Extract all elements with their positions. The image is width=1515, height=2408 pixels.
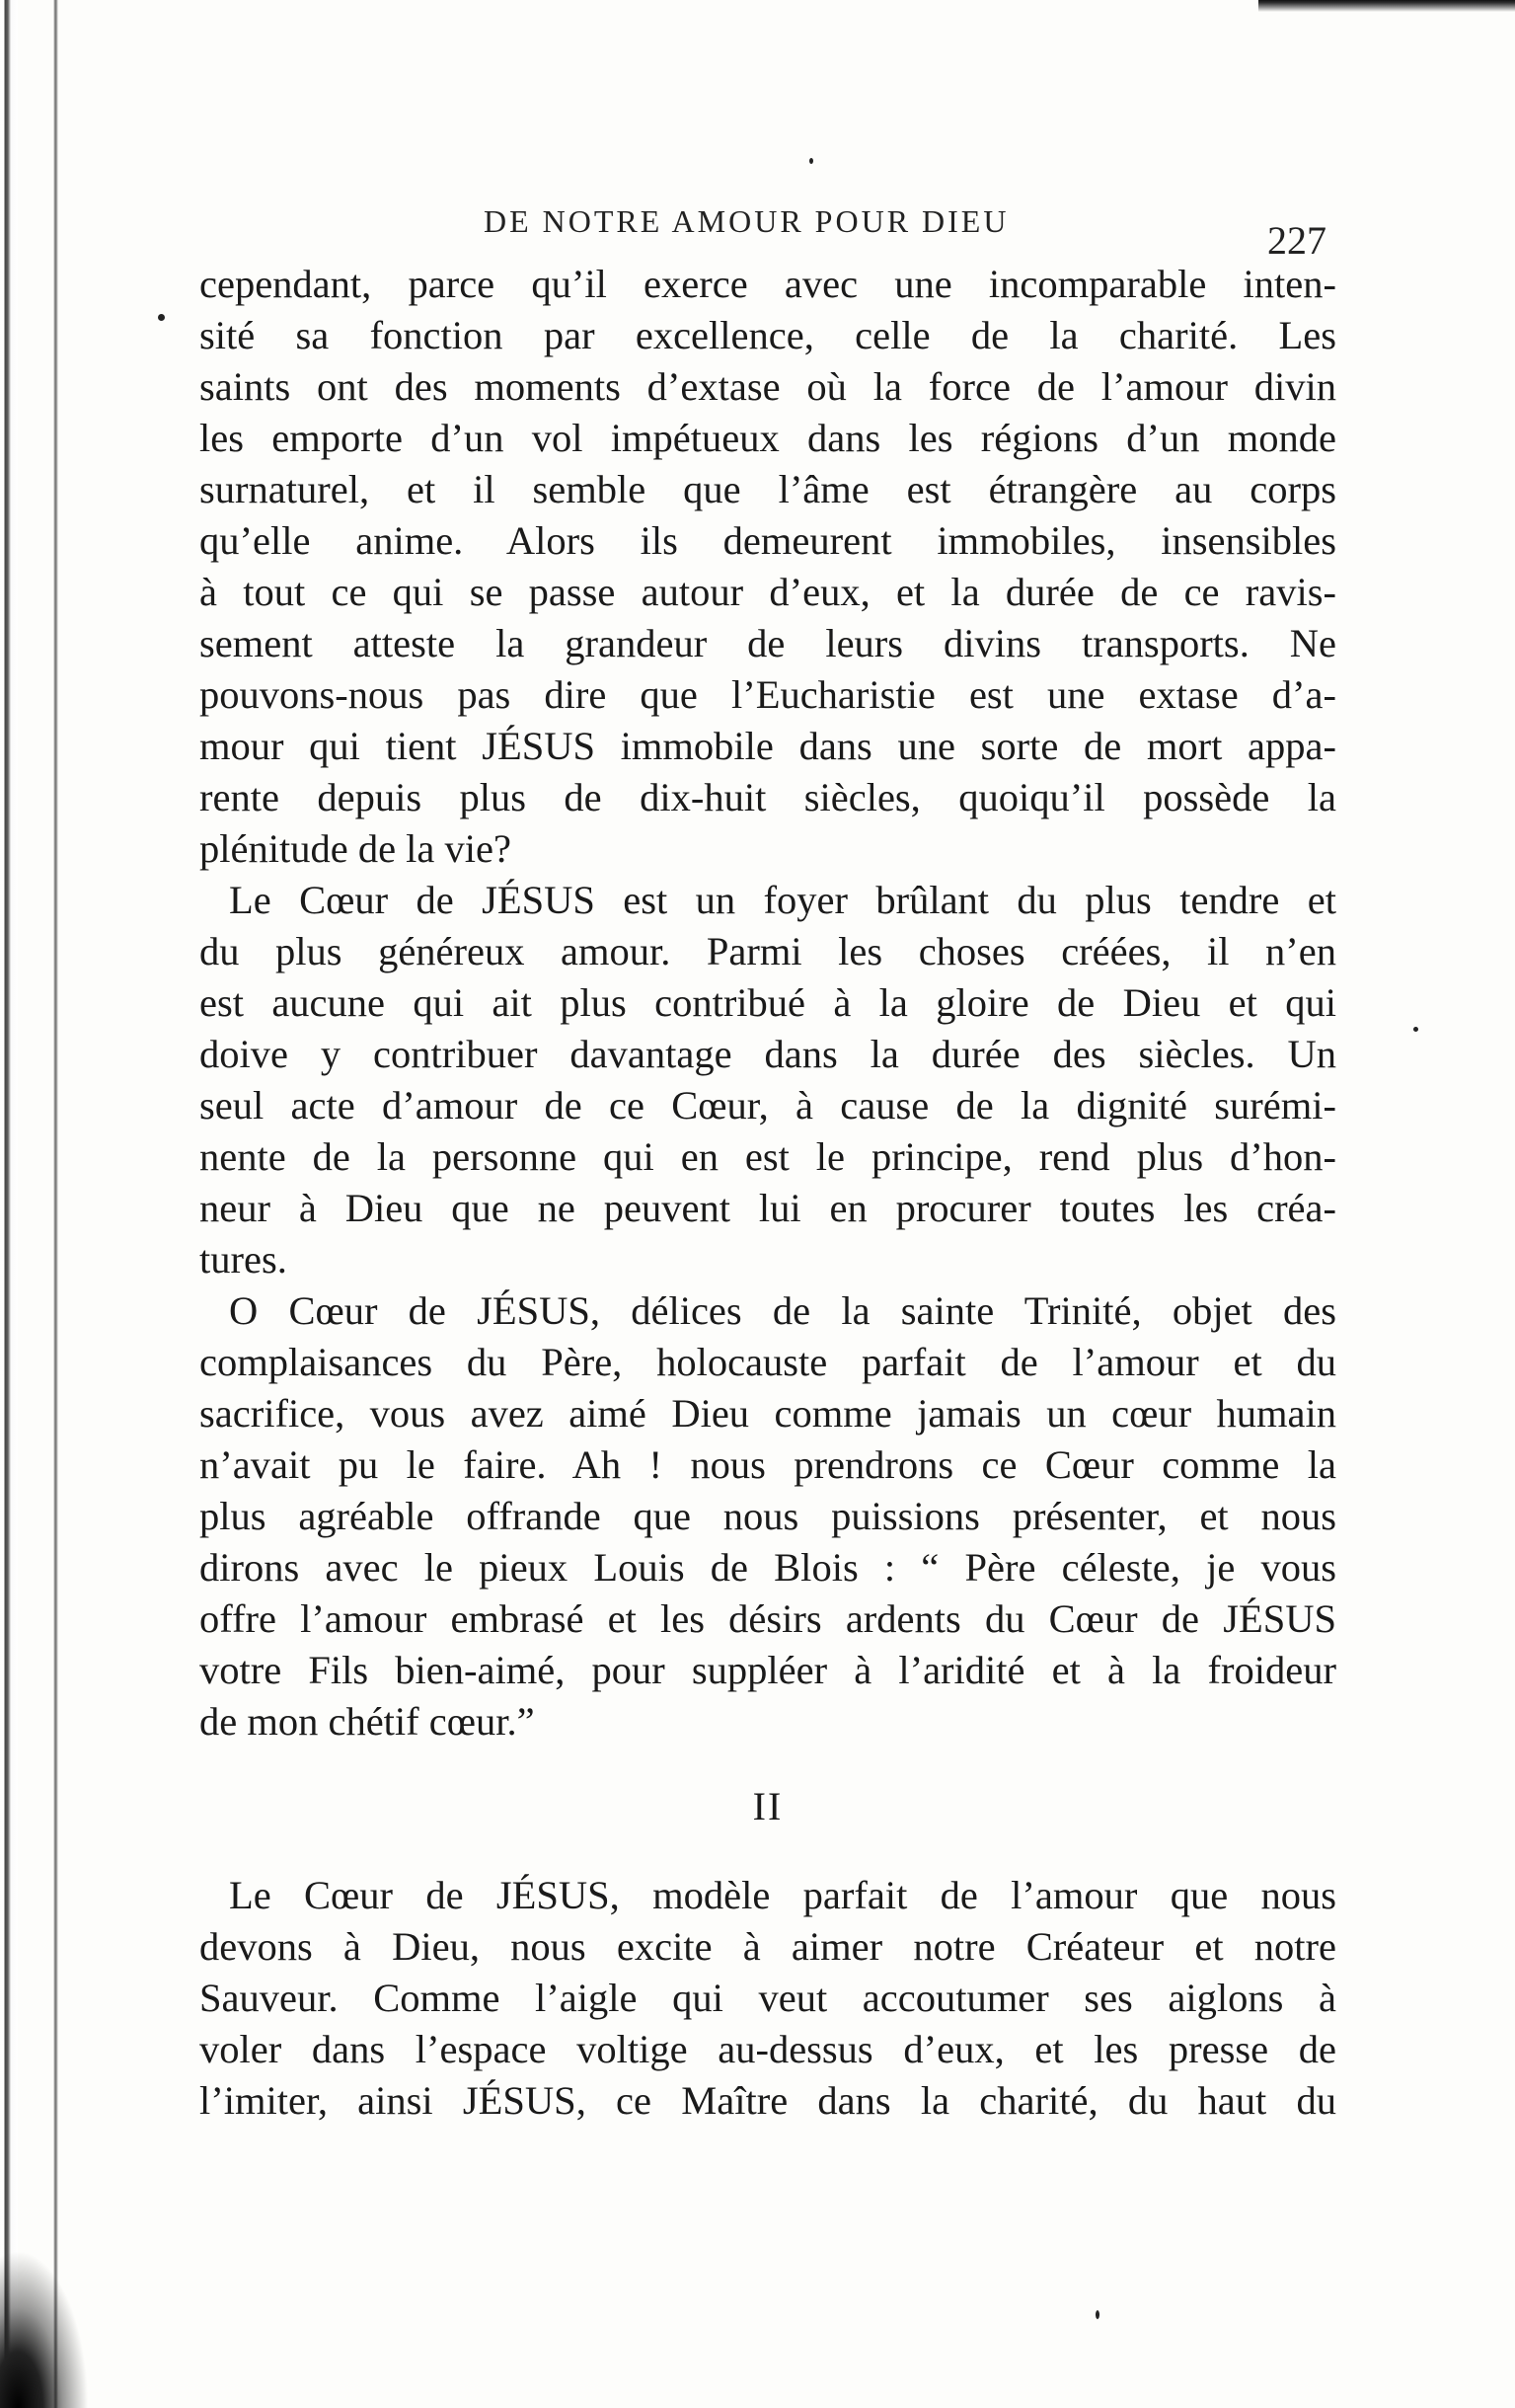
scan-speck [1096, 2310, 1099, 2319]
text-line: dirons avec le pieux Louis de Blois : “ Père céleste, je vous [199, 1545, 1336, 1590]
paragraph [199, 1870, 1336, 2127]
text-line: du plus généreux amour. Parmi les choses créées, il n’en [199, 929, 1336, 973]
text-line: nente de la personne qui en est le principe, rend plus d’hon- [199, 1134, 1336, 1179]
text-line: voler dans l’espace voltige au-dessus d’eux, et les presse de [199, 2027, 1336, 2071]
text-line: l’imiter, ainsi JÉSUS, ce Maître dans la charité, du haut du [199, 2078, 1336, 2123]
text-line: seul acte d’amour de ce Cœur, à cause de la dignité surémi- [199, 1083, 1336, 1127]
text-line: offre l’amour embrasé et les désirs ardents du Cœur de JÉSUS [199, 1596, 1336, 1641]
paragraph [199, 1285, 1336, 1748]
binding-fold-line [53, 0, 59, 2408]
text-line: plus agréable offrande que nous puissions présenter, et nous [199, 1494, 1336, 1538]
text-line: neur à Dieu que ne peuvent lui en procurer toutes les créa- [199, 1186, 1336, 1230]
text-line: surnaturel, et il semble que l’âme est étrangère au corps [199, 467, 1336, 511]
binding-shadow [0, 2250, 89, 2408]
text-line: pouvons-nous pas dire que l’Eucharistie est une extase d’a- [199, 672, 1336, 717]
text-line: Le Cœur de JÉSUS est un foyer brûlant du plus tendre et [229, 878, 1336, 922]
text-line: Le Cœur de JÉSUS, modèle parfait de l’amour que nous [229, 1873, 1336, 1917]
scan-speck [809, 158, 813, 164]
text-line: saints ont des moments d’extase où la force de l’amour divin [199, 364, 1336, 409]
text-line: est aucune qui ait plus contribué à la gloire de Dieu et qui [199, 980, 1336, 1025]
section-heading: II [752, 1784, 784, 1828]
text-line: votre Fils bien-aimé, pour suppléer à l’aridité et à la froideur [199, 1648, 1336, 1692]
scan-speck [158, 314, 165, 321]
text-line: devons à Dieu, nous excite à aimer notre Créateur et notre [199, 1924, 1336, 1969]
text-line: sité sa fonction par excellence, celle de la charité. Les [199, 313, 1336, 357]
text-line: Sauveur. Comme l’aigle qui veut accoutumer ses aiglons à [199, 1976, 1336, 2020]
text-line: les emporte d’un vol impétueux dans les régions d’un monde [199, 416, 1336, 460]
binding-edge [0, 0, 18, 2408]
body-text [199, 259, 1336, 2127]
page-number: 227 [1267, 218, 1326, 263]
text-line: rente depuis plus de dix-huit siècles, quoiqu’il possède la [199, 775, 1336, 819]
text-line: cependant, parce qu’il exerce avec une incomparable inten- [199, 262, 1336, 306]
scan-speck [1413, 1027, 1418, 1032]
text-line: qu’elle anime. Alors ils demeurent immobiles, insensibles [199, 518, 1336, 563]
text-line: tures. [199, 1237, 287, 1282]
text-line: plénitude de la vie? [199, 826, 511, 871]
text-line: n’avait pu le faire. Ah ! nous prendrons ce Cœur comme la [199, 1442, 1336, 1487]
page-top-edge [1258, 0, 1515, 12]
text-line: complaisances du Père, holocauste parfait de l’amour et du [199, 1340, 1336, 1384]
text-line: O Cœur de JÉSUS, délices de la sainte Trinité, objet des [229, 1288, 1336, 1333]
paragraph [199, 259, 1336, 875]
paragraph [199, 875, 1336, 1285]
running-head: DE NOTRE AMOUR POUR DIEU [484, 203, 1010, 239]
text-line: doive y contribuer davantage dans la durée des siècles. Un [199, 1032, 1336, 1076]
text-line: de mon chétif cœur.” [199, 1699, 535, 1744]
text-line: sacrifice, vous avez aimé Dieu comme jamais un cœur humain [199, 1391, 1336, 1436]
text-line: sement atteste la grandeur de leurs divins transports. Ne [199, 621, 1336, 665]
text-line: mour qui tient JÉSUS immobile dans une sorte de mort appa- [199, 724, 1336, 768]
text-line: à tout ce qui se passe autour d’eux, et la durée de ce ravis- [199, 570, 1336, 614]
